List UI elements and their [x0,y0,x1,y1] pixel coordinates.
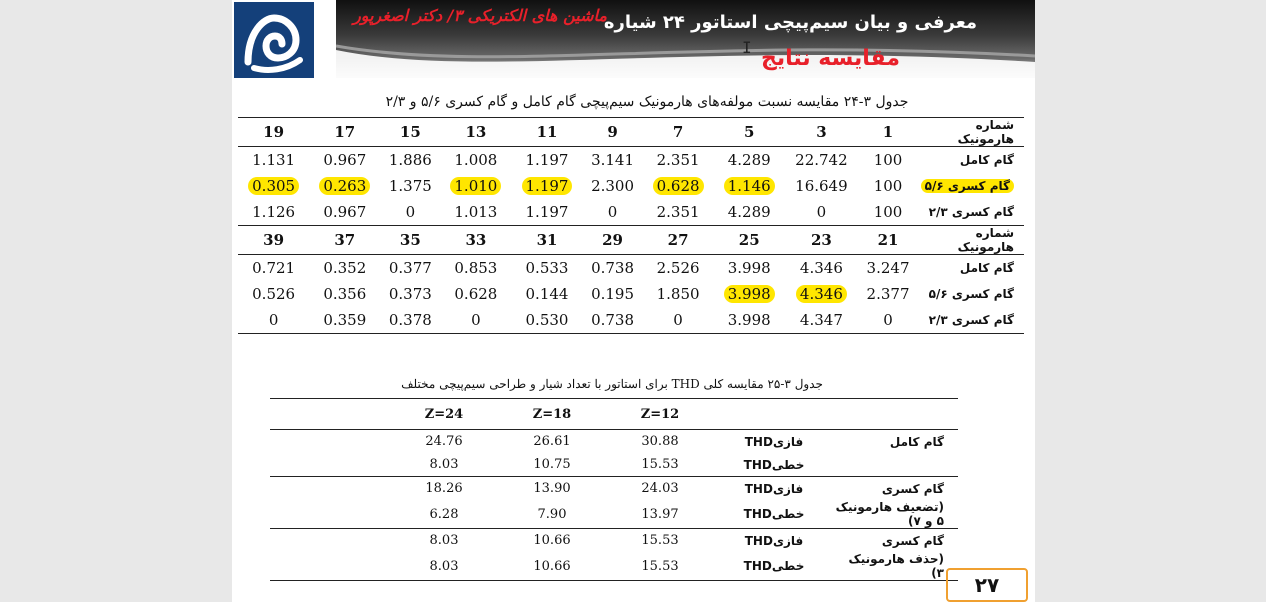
thd-value: 26.61 [533,434,571,449]
table2-caption: جدول ۳-۲۵ مقایسه کلی THD برای استاتور با تعداد شیار و طراحی سیم‌پیچی مختلف [401,377,823,391]
table-cell [714,307,785,334]
thd-value: 15.53 [606,552,714,581]
cell-value: 1.146 [724,177,775,195]
row-label [918,173,1024,199]
thd-value: 24.76 [425,434,463,449]
row-blank [270,500,390,529]
table-cell [583,147,643,174]
cell-value: 0.359 [323,311,367,329]
table-cell [511,147,582,174]
harmonic-number: 35 [380,226,440,255]
table-cell [714,173,785,199]
cell-value: 3.247 [866,259,910,277]
table-cell [380,199,440,226]
harmonic-number: 13 [440,118,511,147]
cell-value: 2.526 [656,259,700,277]
cell-value: 0.373 [388,285,432,303]
cell-value: 1.126 [252,203,296,221]
row-blank [270,529,390,553]
group-label: (حذف هارمونیک ۳) [834,552,958,581]
table-cell [440,173,511,199]
thd-value: 8.03 [390,529,498,553]
harmonic-number: 31 [511,226,582,255]
cell-value: 0 [607,203,618,221]
cell-value: 1.010 [450,177,501,195]
thd-type: فازیTHD [714,529,834,553]
cell-value: 0.378 [388,311,432,329]
row-blank [270,453,390,477]
course-title: ماشین های الکتریکی ۳/ دکتر اصغرپور [353,6,607,25]
table1-caption: جدول ۳-۲۴ مقایسه نسبت مولفه‌های هارمونیک سیم‌پیچی گام کامل و گام کسری ۵/۶ و ۲/۳ [385,94,909,110]
table-row [238,147,1024,174]
text-cursor-icon: I [742,38,752,57]
table-cell [858,307,918,334]
thd-row [270,477,958,501]
table-cell [511,281,582,307]
cell-value: 0.628 [653,177,704,195]
logo-mark-icon [234,2,314,78]
cell-value: 4.346 [799,259,843,277]
group-label: (تضعیف هارمونیک ۵ و ۷) [835,500,944,528]
cell-value: 4.289 [727,151,771,169]
table-cell [714,281,785,307]
thd-row [270,500,958,529]
table-cell [643,147,714,174]
group-label: گام کسری [834,477,958,501]
cell-value: 3.141 [591,151,635,169]
row-label-text: گام کسری ۲/۳ [928,313,1014,327]
table-cell [238,147,309,174]
row-label-text: گام کسری ۵/۶ [928,287,1014,301]
cell-value: 0.144 [525,285,569,303]
row-label-text: گام کامل [959,153,1014,167]
cell-value: 0.721 [252,259,296,277]
cell-value: 4.289 [727,203,771,221]
table-cell [309,199,380,226]
harmonic-number: 7 [643,118,714,147]
table-row [238,307,1024,334]
table-cell [714,255,785,282]
table-cell [380,281,440,307]
cell-value: 0 [405,203,416,221]
cell-value: 0.533 [525,259,569,277]
group-label: گام کامل [889,434,944,449]
column-header: Z=18 [498,399,606,430]
table-cell [440,199,511,226]
thd-value: 10.66 [498,552,606,581]
thd-type: خطیTHD [743,457,805,472]
university-logo [234,2,314,78]
harmonic-ratio-table [238,117,1024,334]
table-cell [238,281,309,307]
cell-value: 0.263 [319,177,370,195]
table-cell [785,307,858,334]
row-label [918,255,1024,282]
thd-row [270,453,958,477]
harmonic-number: 25 [714,226,785,255]
cell-value: 0.628 [454,285,498,303]
table-cell [583,281,643,307]
table-cell [714,147,785,174]
table-cell [858,147,918,174]
row-blank [270,477,390,501]
cell-value: 2.377 [866,285,910,303]
slide-title: معرفی و بیان سیم‌پیچی استاتور ۲۴ شیاره [603,12,977,33]
group-label [834,453,958,477]
table-cell [785,199,858,226]
harmonic-number: 23 [785,226,858,255]
cell-value: 0.967 [323,151,367,169]
table-cell [583,307,643,334]
table-cell [309,281,380,307]
cell-value: 1.131 [252,151,296,169]
thd-header-row [270,399,958,430]
cell-value: 100 [873,151,903,169]
harmonic-header-label: شماره هارمونیک [918,226,1024,255]
table-cell [858,281,918,307]
table-cell [380,173,440,199]
table-cell [440,147,511,174]
harmonic-header-label: شماره هارمونیک [918,118,1024,147]
table-cell [858,199,918,226]
cell-value: 2.351 [656,151,700,169]
thd-value: 7.90 [537,506,567,522]
harmonic-number: 33 [440,226,511,255]
table-cell [440,307,511,334]
cell-value: 0.352 [323,259,367,277]
cell-value: 22.742 [795,151,848,169]
column-header: Z=24 [390,399,498,430]
cell-value: 4.347 [799,311,843,329]
table-cell [643,281,714,307]
harmonic-number: 21 [858,226,918,255]
column-header: Z=12 [606,399,714,430]
row-label-text: گام کسری ۲/۳ [928,205,1014,219]
thd-value: 10.75 [533,457,571,472]
cell-value: 0 [471,311,481,329]
harmonic-number: 27 [643,226,714,255]
harmonic-number: 1 [858,118,918,147]
thd-row [270,552,958,581]
cell-value: 0 [268,311,279,329]
cell-value: 0.195 [591,285,635,303]
table-cell [643,307,714,334]
table-cell [309,173,380,199]
table-cell [511,255,582,282]
cell-value: 1.850 [656,285,700,303]
cell-value: 0.853 [454,259,498,277]
row-label [918,307,1024,334]
table-row [238,173,1024,199]
slide-subtitle: مقایسه نتایج [761,46,900,71]
thd-value: 18.26 [390,477,498,501]
cell-value: 2.351 [656,203,700,221]
header-group-blank [834,399,958,430]
cell-value: 0 [816,203,827,221]
thd-type: خطیTHD [743,507,805,521]
harmonic-number: 39 [238,226,309,255]
group-label: گام کسری [834,529,958,553]
cell-value: 16.649 [795,177,848,195]
video-right-margin [1035,0,1266,602]
table-cell [583,173,643,199]
cell-value: 0.305 [248,177,299,195]
banner-wave-icon [336,40,1035,80]
table-cell [785,255,858,282]
cell-value: 1.197 [522,177,573,195]
table-cell [238,307,309,334]
table-cell [380,307,440,334]
table-row [238,255,1024,282]
table-cell [440,281,511,307]
cell-value: 0 [673,311,683,329]
harmonic-number: 15 [380,118,440,147]
table-cell [583,199,643,226]
cell-value: 0.967 [323,203,367,221]
harmonic-number: 37 [309,226,380,255]
harmonic-number: 3 [785,118,858,147]
row-label [918,199,1024,226]
table-row [238,199,1024,226]
table-cell [511,173,582,199]
harmonic-number: 19 [238,118,309,147]
harmonic-header-row [238,118,1024,147]
cell-value: 4.346 [796,285,847,303]
thd-value: 10.66 [498,529,606,553]
row-label [918,147,1024,174]
table-row [238,281,1024,307]
cell-value: 3.998 [724,285,775,303]
thd-row [270,529,958,553]
table-cell [380,255,440,282]
harmonic-number: 11 [511,118,582,147]
cell-value: 1.197 [525,203,569,221]
table-cell [309,255,380,282]
table-cell [511,199,582,226]
thd-value: 15.53 [606,529,714,553]
cell-value: 2.300 [591,177,635,195]
table-cell [858,255,918,282]
harmonic-header-row [238,226,1024,255]
thd-type: فازیTHD [714,477,834,501]
row-blank [270,430,390,454]
thd-comparison-table [270,398,958,581]
cell-value: 1.013 [454,203,498,221]
table-cell [714,199,785,226]
thd-value: 6.28 [429,506,459,522]
cell-value: 3.998 [727,311,771,329]
video-left-margin [0,0,232,602]
table-cell [643,173,714,199]
table-cell [440,255,511,282]
table-cell [785,147,858,174]
header-type-blank [714,399,834,430]
page-number: ۲۷ [946,568,1028,602]
harmonic-number: 17 [309,118,380,147]
table-cell [511,307,582,334]
cell-value: 0.526 [252,285,296,303]
thd-value: 13.97 [641,506,679,522]
thd-value: 13.90 [498,477,606,501]
row-blank [270,552,390,581]
row-label-text: گام کسری ۵/۶ [921,179,1014,193]
table-cell [309,147,380,174]
table-cell [785,281,858,307]
cell-value: 0.738 [591,259,635,277]
table-cell [858,173,918,199]
table-cell [238,173,309,199]
cell-value: 3.998 [727,259,771,277]
table-cell [583,255,643,282]
cell-value: 0.738 [591,311,635,329]
thd-type: فازیTHD [744,434,804,449]
table-cell [643,199,714,226]
cell-value: 1.886 [388,151,432,169]
cell-value: 100 [873,177,903,195]
table-cell [643,255,714,282]
cell-value: 1.008 [454,151,498,169]
thd-value: 8.03 [390,552,498,581]
table-cell [309,307,380,334]
cell-value: 0.377 [388,259,432,277]
table-cell [785,173,858,199]
harmonic-number: 5 [714,118,785,147]
row-label-text: گام کامل [959,261,1014,275]
harmonic-number: 9 [583,118,643,147]
cell-value: 1.197 [525,151,569,169]
header-blank [270,399,390,430]
table-cell [238,255,309,282]
slide [232,0,1035,602]
cell-value: 0.530 [525,311,569,329]
thd-value: 8.03 [429,457,459,472]
table-cell [238,199,309,226]
thd-type: خطیTHD [714,552,834,581]
cell-value: 100 [873,203,903,221]
row-label [918,281,1024,307]
harmonic-number: 29 [583,226,643,255]
cell-value: 1.375 [388,177,432,195]
thd-row [270,430,958,454]
thd-value: 15.53 [641,457,679,472]
thd-value: 30.88 [641,434,679,449]
cell-value: 0.356 [323,285,367,303]
thd-value: 24.03 [606,477,714,501]
cell-value: 0 [883,311,893,329]
table-cell [380,147,440,174]
